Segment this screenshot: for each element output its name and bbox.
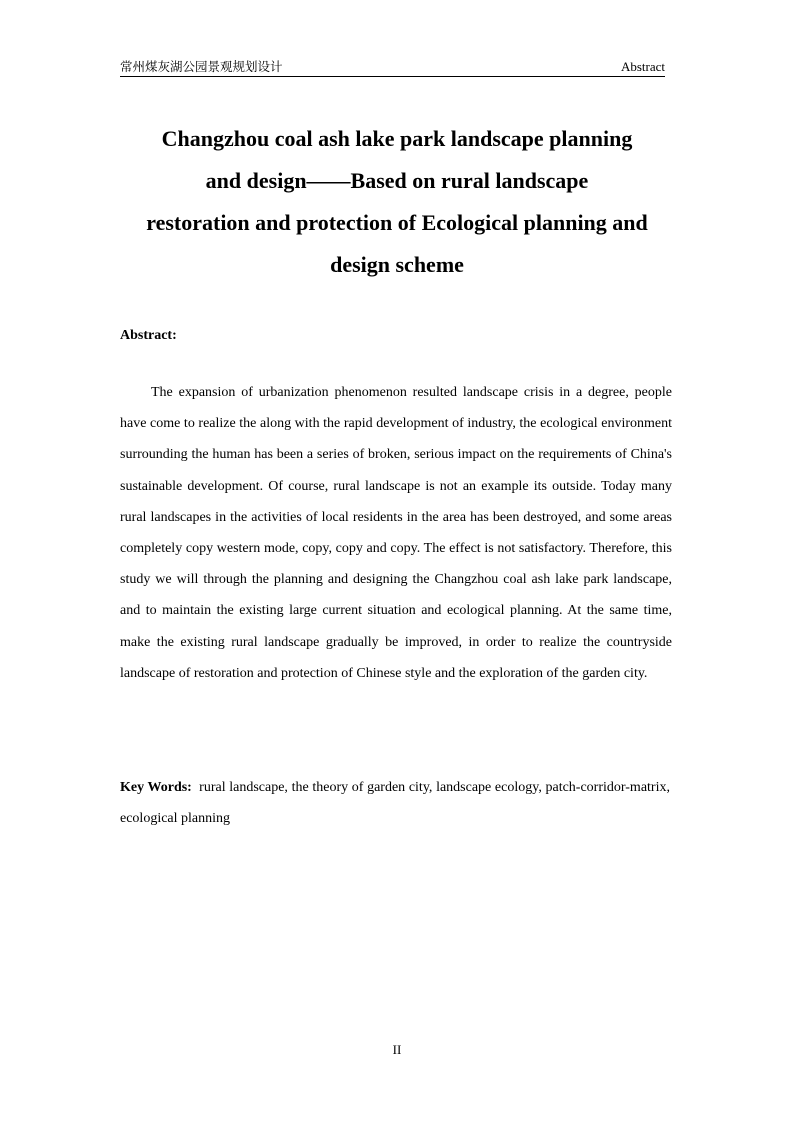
- document-title: [100, 118, 694, 286]
- page-header: [120, 58, 665, 77]
- keywords-label: Key Words:: [120, 780, 192, 795]
- title-line: and design——Based on rural landscape: [205, 168, 589, 193]
- title-line: design scheme: [330, 252, 464, 277]
- keywords-text: rural landscape, the theory of garden city, landscape ecology, patch-corridor-matrix, ecological planning: [120, 780, 670, 827]
- page-number: II: [392, 1042, 402, 1057]
- keywords-paragraph: [120, 772, 670, 834]
- abstract-heading: Abstract:: [120, 328, 177, 343]
- header-section-name: Abstract: [620, 59, 665, 74]
- header-thesis-title: 常州煤灰湖公园景观规划设计: [120, 59, 283, 74]
- abstract-paragraph: The expansion of urbanization phenomenon resulted landscape crisis in a degree, people have come to realize the along with the rapid development of industry, the ecological environment surrounding the human has been a series of broken, serious impact on the requirements of China's sustainable development. Of course, rural landscape is not an example its outside. Today many rural landscapes in the activities of local residents in the area has been destroyed, and some areas completely copy western mode, copy, copy and copy. The effect is not satisfactory. Therefore, this study we will through the planning and designing the Changzhou coal ash lake park landscape, and to maintain the existing large current situation and ecological planning. At the same time, make the existing rural landscape gradually be improved, in order to realize the countryside landscape of restoration and protection of Chinese style and the exploration of the garden city.: [120, 385, 672, 681]
- title-line: restoration and protection of Ecological planning and: [146, 210, 648, 235]
- title-line: Changzhou coal ash lake park landscape planning: [161, 126, 633, 151]
